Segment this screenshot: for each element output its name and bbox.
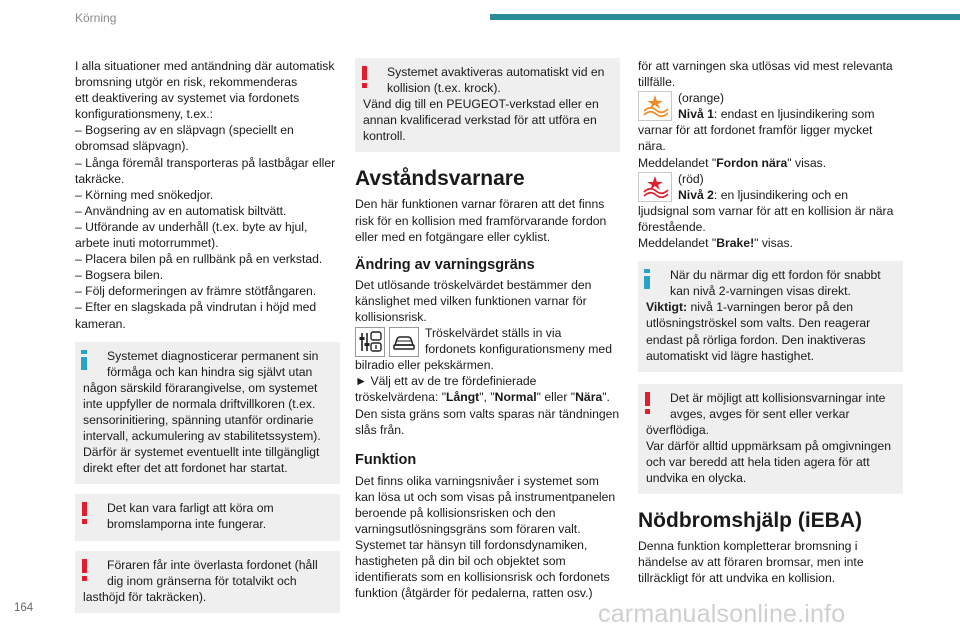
warning-line: överflödiga. <box>646 422 710 437</box>
info-line: kan nivå 2-varningen visas direkt. <box>670 284 851 299</box>
paragraph-line: beroende på kollisionsrisken och den <box>355 505 556 520</box>
warning-line: och var beredd att hela tiden agera för att <box>646 455 870 470</box>
warning-line: Vänd dig till en PEUGEOT-verkstad eller en <box>363 97 599 112</box>
info-line: Därför är systemet eventuellt inte tillgängligt <box>83 445 320 460</box>
subheading-threshold: Ändring av varningsgräns <box>355 256 535 273</box>
intro-line: konfigurationsmeny, t.ex.: <box>75 107 213 122</box>
icon-text-line: bilradio eller pekskärmen. <box>355 358 494 373</box>
paragraph-line: Systemet tar hänsyn till fordonsdynamiken, <box>355 538 588 553</box>
paragraph-line: Denna funktion kompletterar bromsning i <box>638 539 858 554</box>
option-normal: Normal <box>494 390 537 405</box>
info-icon <box>81 350 87 370</box>
list-item: – Följ deformeringen av främre stötfångaren. <box>75 284 317 299</box>
list-item: – Körning med snökedjor. <box>75 187 214 202</box>
page-number: 164 <box>14 602 34 614</box>
message-line: Meddelandet "Brake!" visas. <box>638 236 793 251</box>
level2-line: förestående. <box>638 219 706 234</box>
info-box-diagnostics <box>75 342 340 485</box>
paragraph-line: för att varningen ska utlösas vid mest relevanta <box>638 59 893 73</box>
intro-line: ett deaktivering av systemet via fordonets <box>75 91 300 106</box>
red-label: (röd) <box>678 171 704 186</box>
column-1 <box>75 58 340 613</box>
paragraph-line: varningsutlösningsgräns som föraren valt. <box>355 521 581 536</box>
warning-box-collision <box>355 58 620 152</box>
step-line: ► Välj ett av de tre fördefinierade <box>355 374 537 389</box>
warning-line: Det kan vara farligt att köra om <box>107 501 274 516</box>
info-line: automatiskt vid lägre hastighet. <box>646 348 815 363</box>
info-line: förmåga och kan hindra sig självt utan <box>107 364 313 379</box>
warning-line: dig inom gränserna för totalvikt och <box>107 573 297 588</box>
info-line: Viktigt: nivå 1-varningen beror på den <box>646 300 854 315</box>
message-brake: Brake! <box>716 236 755 251</box>
step-line-options: tröskelvärdena: "Långt", "Normal" eller "Nära". <box>355 390 610 405</box>
page-header-title: Körning <box>75 11 117 25</box>
paragraph-line: identifierats som en kollisionsrisk och fordonets <box>355 570 610 585</box>
step-line: Den sista gräns som valts sparas när tändningen <box>355 406 620 421</box>
red-collision-alert-icon <box>638 172 672 202</box>
paragraph-line: funktion (åtgärder för pedalerna, ratten osv.) <box>355 586 593 601</box>
warning-line: undvika en olycka. <box>646 471 747 486</box>
warning-box-brake-lights <box>75 494 340 540</box>
option-long: Långt <box>446 390 480 405</box>
warning-line: avges, avges för sent eller verkar <box>670 406 850 421</box>
option-near: Nära <box>575 390 603 405</box>
paragraph-line: känslighet med vilken funktionen varnar för <box>355 293 587 308</box>
info-box-approach <box>638 261 903 372</box>
list-item: – Bogsering av en släpvagn (speciellt en <box>75 123 294 138</box>
warning-line: Systemet avaktiveras automatiskt vid en <box>387 65 605 79</box>
info-line: direkt efter det att fordonet har startat. <box>83 461 288 476</box>
message-vehicle-near: Fordon nära <box>716 155 788 170</box>
warning-line: annan kvalificerad verkstad för att utföra en <box>363 113 597 128</box>
warning-line: Föraren får inte överlasta fordonet (håll <box>107 557 318 572</box>
orange-label: (orange) <box>678 91 725 106</box>
paragraph-line: kan lösa ut och som visas på instrumentpanelen <box>355 489 616 504</box>
level1-line: Nivå 1: endast en ljusindikering som <box>678 107 875 122</box>
section-heading-emergency-brake: Nödbromshjälp (iEBA) <box>638 509 862 533</box>
step-line: slås från. <box>355 422 405 437</box>
info-line: utlösningströskel som valts. Den reagerar <box>646 316 871 331</box>
list-item: kameran. <box>75 316 126 331</box>
warning-box-overload <box>75 551 340 613</box>
info-line: Systemet diagnosticerar permanent sin <box>107 348 319 363</box>
warning-box-collision-alerts <box>638 384 903 495</box>
level1-line: nära. <box>638 139 666 154</box>
list-item: – Användning av en automatisk biltvätt. <box>75 203 287 218</box>
warning-line: Var därför alltid uppmärksam på omgivningen <box>646 438 891 453</box>
info-line: någon särskild förarangivelse, om systemet <box>83 380 318 395</box>
warning-line: kollision (t.ex. krock). <box>387 81 501 96</box>
paragraph-line: händelse av att föraren bromsar, men inte <box>638 555 864 570</box>
settings-icons <box>355 327 419 357</box>
header-accent-bar <box>490 14 960 20</box>
settings-menu-icon <box>355 327 385 357</box>
paragraph-line: kollisionsrisk. <box>355 309 427 324</box>
paragraph-line: eller med en fotgängare eller cyklist. <box>355 229 551 244</box>
warning-line: bromslamporna inte fungerar. <box>107 517 267 532</box>
column-2 <box>355 58 620 601</box>
car-driving-icon <box>389 327 419 357</box>
paragraph-line: risk för en kollision med framförvarande fordon <box>355 213 607 228</box>
icon-text-line: fordonets konfigurationsmeny med <box>425 342 612 357</box>
info-line: sensorinitiering, spänning utanför ordinarie <box>83 412 314 427</box>
list-item: – Långa föremål transporteras på lastbågar eller <box>75 155 336 170</box>
column-3 <box>638 58 903 587</box>
list-item: obromsad släpvagn). <box>75 139 189 154</box>
message-line: Meddelandet "Fordon nära" visas. <box>638 155 827 170</box>
intro-line: I alla situationer med antändning där automatisk <box>75 59 335 73</box>
warning-icon <box>644 392 650 414</box>
paragraph-line: Det utlösande tröskelvärdet bestämmer den <box>355 277 592 292</box>
info-line: endast på rörliga fordon. Den inaktiveras <box>646 332 866 347</box>
list-item: – Utförande av underhåll (t.ex. byte av hjul, <box>75 219 308 234</box>
list-item: – Placera bilen på en rullbänk på en verkstad. <box>75 252 323 267</box>
level2-title: Nivå 2 <box>678 187 714 202</box>
level2-line: ljudsignal som varnar för att en kollision är nära <box>638 203 894 218</box>
warning-line: kontroll. <box>363 129 406 144</box>
important-label: Viktigt: <box>646 300 688 315</box>
list-item: – Efter en slagskada på vindrutan i höjd med <box>75 300 317 315</box>
warning-line: Det är möjligt att kollisionsvarningar inte <box>670 390 886 405</box>
warning-icon <box>81 559 87 581</box>
level2-line: Nivå 2: en ljusindikering och en <box>678 187 849 202</box>
paragraph-line: tillräckligt för att undvika en kollision. <box>638 571 836 586</box>
orange-collision-alert-icon <box>638 91 672 121</box>
paragraph-line: Den här funktionen varnar föraren att det finns <box>355 197 605 212</box>
info-line: När du närmar dig ett fordon för snabbt <box>670 268 881 283</box>
subheading-function: Funktion <box>355 451 417 468</box>
info-icon <box>644 269 650 289</box>
intro-line: bromsning utgör en risk, rekommenderas <box>75 75 298 90</box>
paragraph-line: Det finns olika varningsnivåer i systemet som <box>355 473 599 488</box>
info-line: intervall, ackumulering av stabilitetssystem). <box>83 429 321 444</box>
icon-text-line: Tröskelvärdet ställs in via <box>425 326 562 341</box>
paragraph-line: hastigheten på din bil och objektet som <box>355 554 566 569</box>
list-item: – Bogsera bilen. <box>75 268 164 283</box>
level1-title: Nivå 1 <box>678 107 714 122</box>
watermark: carmanualsonline.info <box>598 600 846 628</box>
list-item: takräcke. <box>75 171 125 186</box>
level1-line: varnar för att fordonet framför ligger mycket <box>638 123 873 138</box>
warning-icon <box>361 66 367 88</box>
warning-icon <box>81 502 87 524</box>
section-heading-distance-alert: Avståndsvarnare <box>355 167 525 191</box>
paragraph-line: tillfälle. <box>638 75 676 90</box>
warning-line: lasthöjd för takräcken). <box>83 589 207 604</box>
info-line: inte uppfyller de normala driftvillkoren (t.ex. <box>83 396 316 411</box>
list-item: arbete inuti motorrummet). <box>75 236 219 251</box>
